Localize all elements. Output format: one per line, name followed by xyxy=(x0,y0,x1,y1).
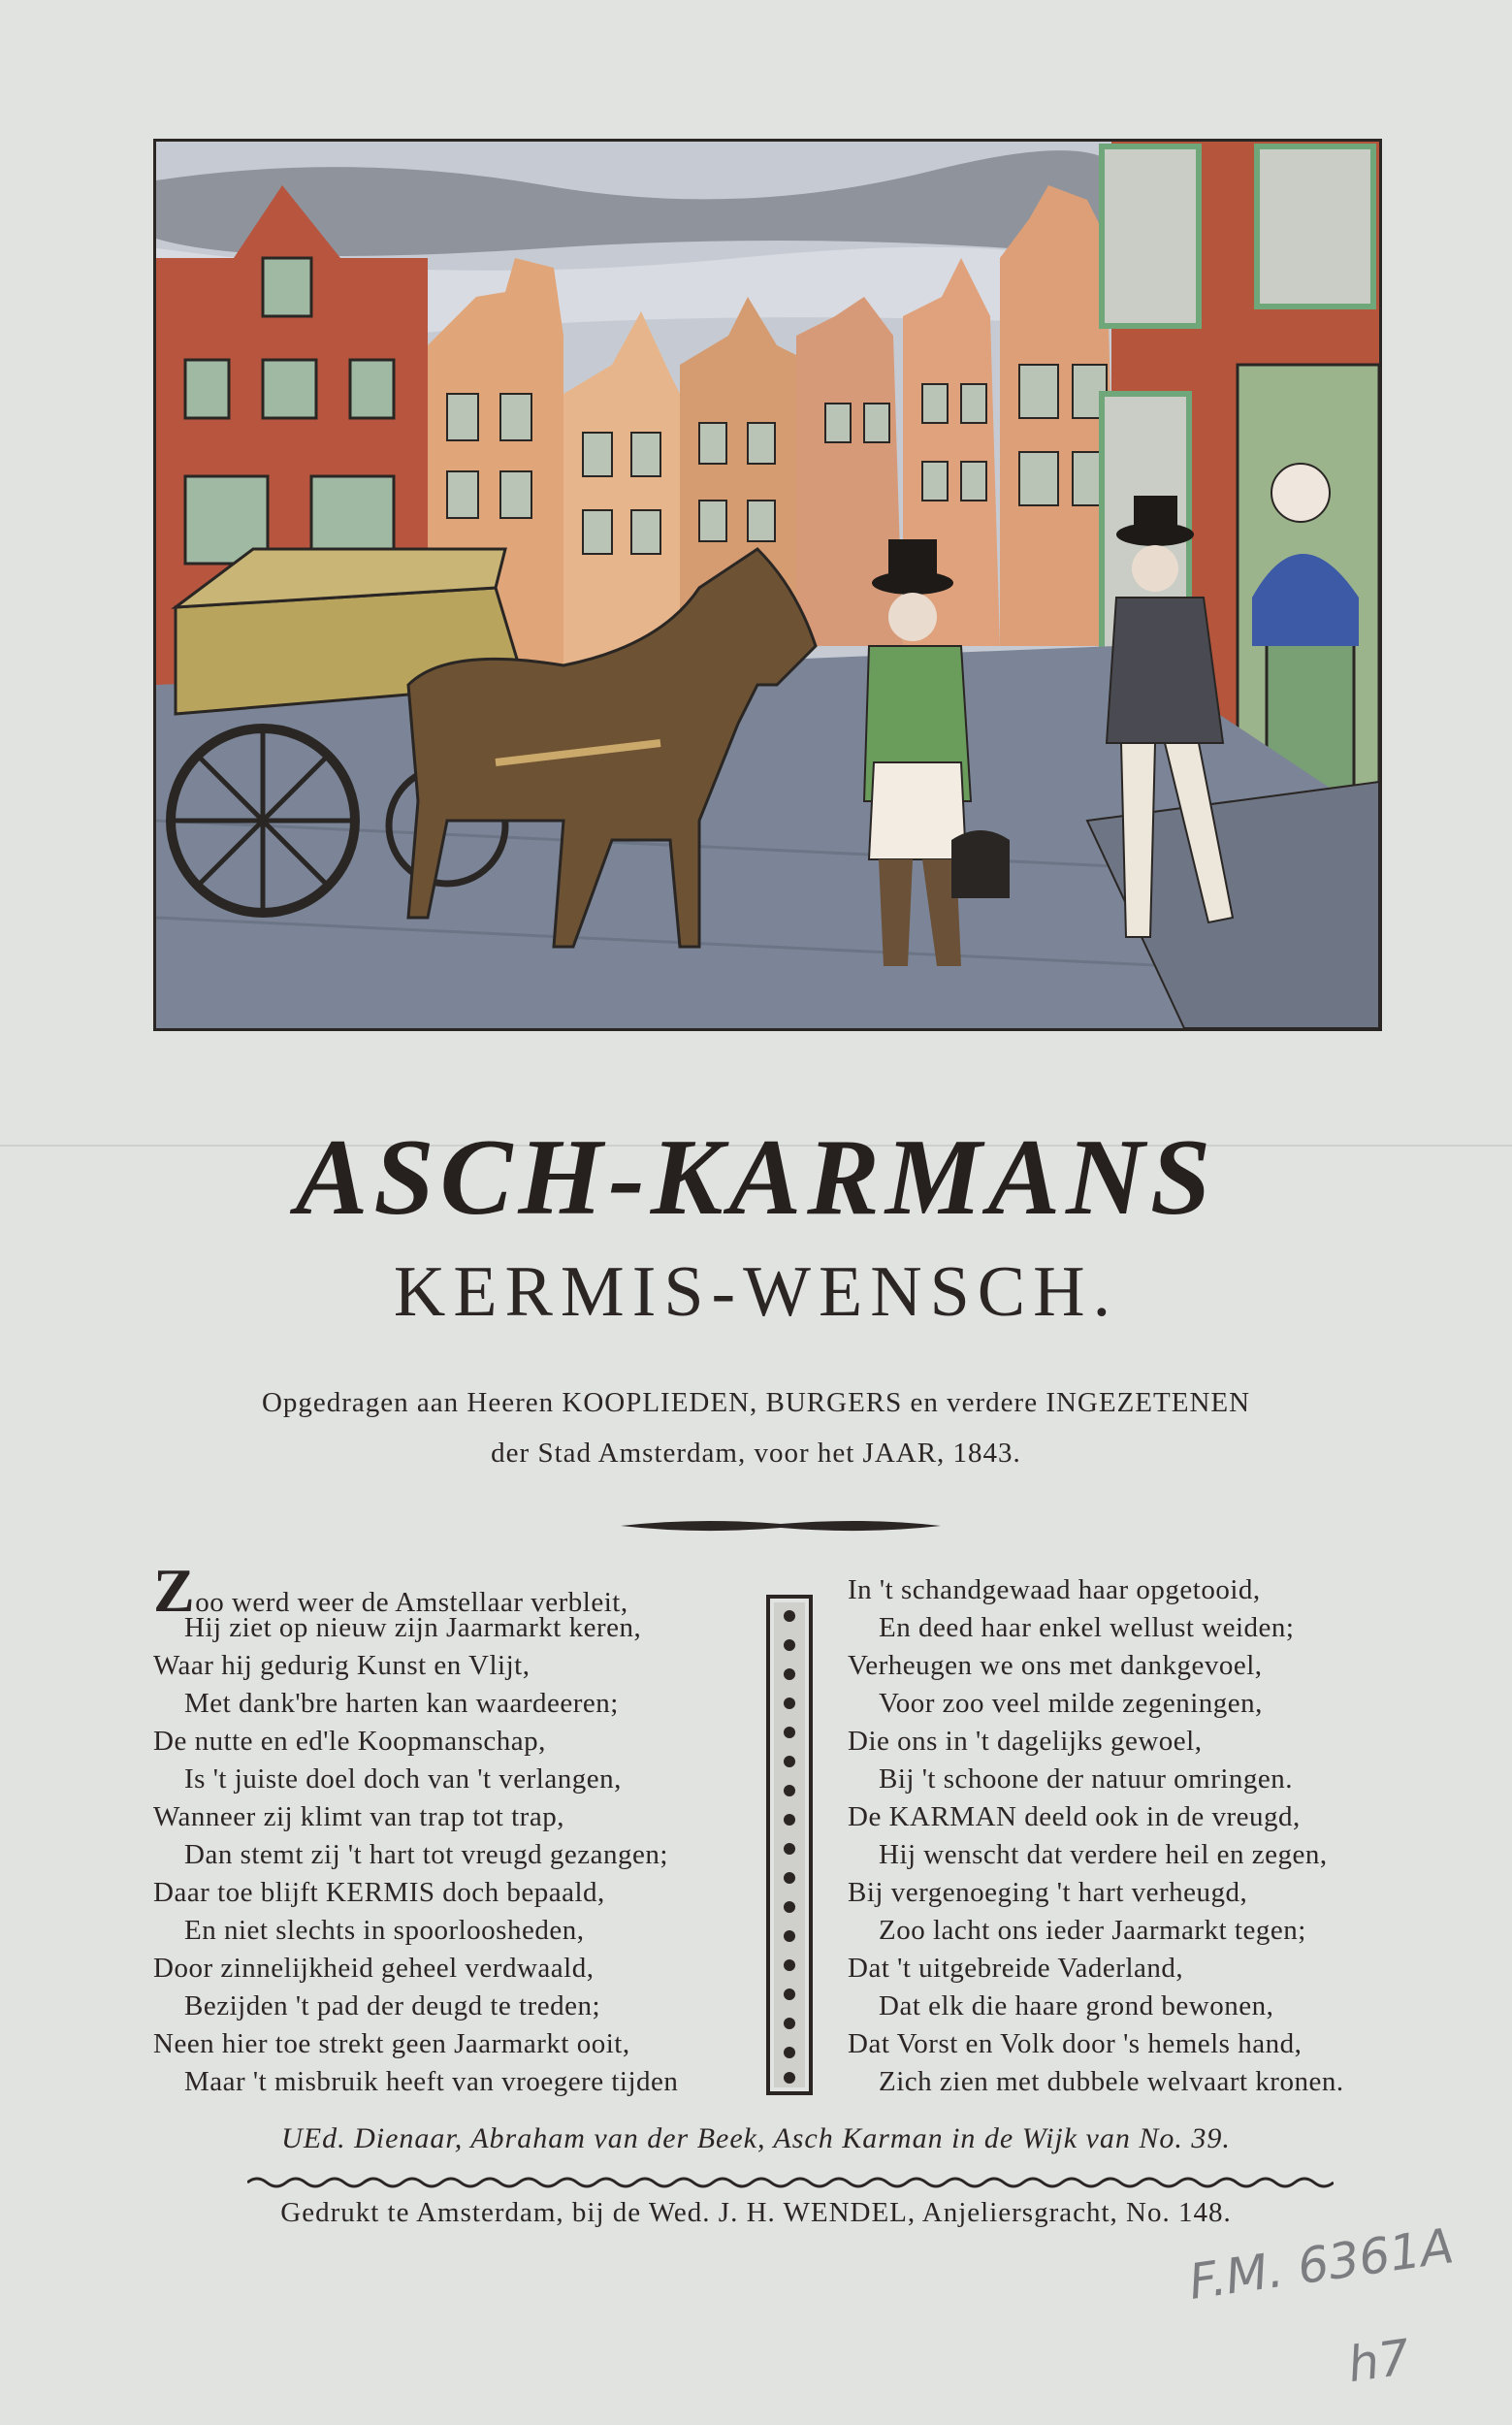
poem-line: Waar hij gedurig Kunst en Vlijt, xyxy=(153,1650,531,1681)
poem-line: Bezijden 't pad der deugd te treden; xyxy=(184,1990,601,2021)
poem-line: Wanneer zij klimt van trap tot trap, xyxy=(153,1801,564,1832)
title-line-2: KERMIS-WENSCH. xyxy=(393,1252,1119,1332)
poem-line: In 't schandgewaad haar opgetooid, xyxy=(848,1574,1261,1605)
poem-line: Bij 't schoone der natuur omringen. xyxy=(879,1763,1294,1794)
poem-line: Door zinnelijkheid geheel verdwaald, xyxy=(153,1953,595,1984)
poem-line: Zoo lacht ons ieder Jaarmarkt tegen; xyxy=(879,1915,1306,1946)
poem-line: Neen hier toe strekt geen Jaarmarkt ooit, xyxy=(153,2028,630,2059)
poem-line: De nutte en ed'le Koopmanschap, xyxy=(153,1726,546,1757)
poem-line: Bij vergenoeging 't hart verheugd, xyxy=(848,1877,1248,1908)
poem-line: De KARMAN deeld ook in de vreugd, xyxy=(848,1801,1301,1832)
pencil-catalogue-mark: F.M. 6361A xyxy=(1185,2217,1458,2311)
wavy-rule xyxy=(247,2173,1334,2192)
dedication-line-2: der Stad Amsterdam, voor het JAAR, 1843. xyxy=(491,1438,1021,1469)
column-divider-ornament xyxy=(755,1593,824,2097)
poem-line: Verheugen we ons met dankgevoel, xyxy=(848,1650,1263,1681)
poem-line: Hij ziet op nieuw zijn Jaarmarkt keren, xyxy=(184,1612,642,1643)
poem-line: Met dank'bre harten kan waardeeren; xyxy=(184,1688,619,1719)
dedication-line-1: Opgedragen aan Heeren KOOPLIEDEN, BURGERS en verdere INGEZETENEN xyxy=(261,1387,1251,1418)
swash-ornament xyxy=(621,1513,941,1538)
poem-line: En deed haar enkel wellust weiden; xyxy=(879,1612,1295,1643)
poem-line: Voor zoo veel milde zegeningen, xyxy=(879,1688,1263,1719)
title-line-1: ASCH-KARMANS xyxy=(295,1117,1217,1238)
poem-line: En niet slechts in spoorloosheden, xyxy=(184,1915,585,1946)
poem-line: Daar toe blijft KERMIS doch bepaald, xyxy=(153,1877,605,1908)
poem-line: Hij wenscht dat verdere heil en zegen, xyxy=(879,1839,1328,1870)
poem-line: Dat elk die haare grond bewonen, xyxy=(879,1990,1274,2021)
drop-cap: Z xyxy=(153,1556,196,1625)
woodcut-illustration xyxy=(153,139,1382,1031)
poem-line: Zich zien met dubbele welvaart kronen. xyxy=(879,2066,1344,2097)
poem-line: Dan stemt zij 't hart tot vreugd gezangen; xyxy=(184,1839,668,1870)
poem-line: Die ons in 't dagelijks gewoel, xyxy=(848,1726,1203,1757)
poem-line: Dat 't uitgebreide Vaderland, xyxy=(848,1953,1184,1984)
poem-left-column xyxy=(153,1556,735,2101)
poem-line: Dat Vorst en Volk door 's hemels hand, xyxy=(848,2028,1303,2059)
poem-line: Maar 't misbruik heeft van vroegere tijden xyxy=(184,2066,679,2097)
poem-line: Is 't juiste doel doch van 't verlangen, xyxy=(184,1763,622,1794)
printer-imprint: Gedrukt te Amsterdam, bij de Wed. J. H. WENDEL, Anjeliersgracht, No. 148. xyxy=(280,2197,1232,2228)
poem-line: Zoo werd weer de Amstellaar verbleit, xyxy=(153,1556,628,1625)
pencil-catalogue-mark: h7 xyxy=(1344,2328,1414,2394)
poem-right-column xyxy=(848,1571,1430,2101)
signature-line: UEd. Dienaar, Abraham van der Beek, Asch Karman in de Wijk van No. 39. xyxy=(281,2122,1231,2154)
